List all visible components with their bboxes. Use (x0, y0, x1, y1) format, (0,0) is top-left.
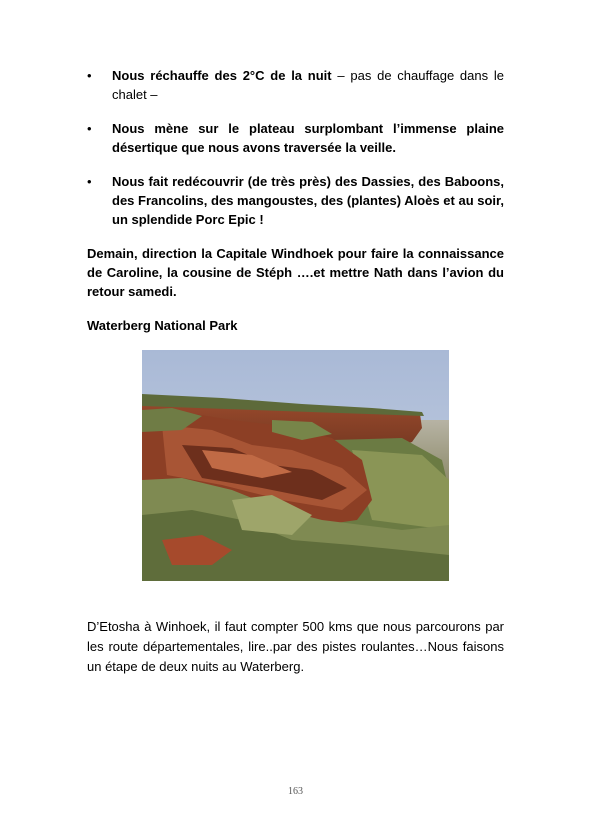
bold-paragraph: Demain, direction la Capitale Windhoek pour faire la connaissance de Caroline, la cousine de Stéph ….et mettre Nath dans l’avion du retour samedi. (87, 246, 504, 299)
bullet-bold-text: Nous mène sur le plateau surplombant l’immense plaine désertique que nous avons traversée la veille. (112, 121, 504, 155)
body-paragraph: D’Etosha à Winhoek, il faut compter 500 kms que nous parcourons par les route départementales, lire..par des pistes roulantes…Nous faisons un étape de deux nuits au Waterberg. (87, 619, 504, 674)
bullet-item (87, 119, 504, 157)
section-heading: Waterberg National Park (87, 318, 238, 333)
bullet-bold-text: Nous fait redécouvrir (de très près) des Dassies, des Baboons, des Francolins, des mangoustes, des (plantes) Aloès et au soir, un splendide Porc Epic ! (112, 174, 504, 227)
bullet-item (87, 172, 504, 229)
bullet-list (87, 66, 504, 244)
bullet-item (87, 66, 504, 104)
landscape-photo (142, 350, 449, 581)
bullet-bold-text: Nous réchauffe des 2°C de la nuit (112, 68, 332, 83)
bullet-icon: • (87, 68, 92, 83)
page-number: 163 (288, 786, 303, 797)
bullet-text: – pas de chauffage dans le chalet – (112, 68, 504, 102)
bullet-icon: • (87, 121, 92, 136)
bullet-icon: • (87, 174, 92, 189)
